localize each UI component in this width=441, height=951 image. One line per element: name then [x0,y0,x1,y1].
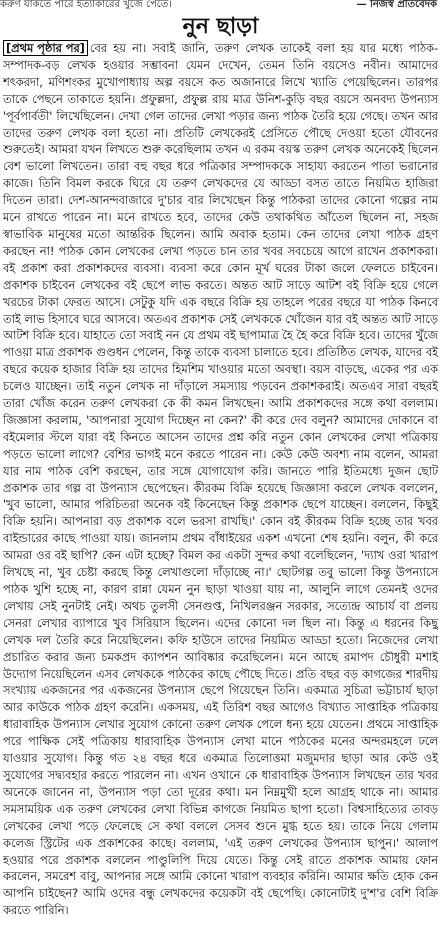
article-headline: নুন ছাড়া [182,13,259,39]
byline: — নিজস্ব প্রতিবেদক [356,0,437,10]
paragraph-text: বের হয় না। সবাই জানি, তরুণ লেখক তাকেই বলা হয় যার মধ্যে পাঠক-সম্পাদক-বড় লেখক হওয়ার সম্ভাবনা যেমন দেখেন, তেমন তিনি বয়সেও নবীন। আমাদের শৎকরদা, মণিশংকর মুখোপাধ্যায় অল্প বয়সে কত অজানারে লিখে খ্যাতি পেয়েছিলেন। তারপর তাকে পেছনে তাকাতে হয়নি। প্রফুল্লদা, প্রফুল্ল রায় মাত্র উনিশ-কুড়ি বছর বয়সে অনবদ্য উপন্যাস 'পূর্বপার্বতী' লিখেছিলেন। দেখা গেল তাদের লেখা পড়ার জন্য পাঠক তৈরি হয়ে গেছে। তখন আর তাদের তরুণ লেখক বলা হতো না। প্রতিটি লেখকেরই প্রেসিতে পৌছে দেওয়া হতো যৌবনের শুরুতেই। আমরা যখন লিখতে শুরু করেছিলাম তখন এ রকম বয়স্ক তরুণ লেখক অনেকেই ছিলেন বেশ ভালো লিখতেন। তারা বহু বছর ধরে পত্রিকার সম্পাদককে সাহায্য করতেন পাতা ভরানোর কাজে। তিনি বিমল করকে ঘিরে যে তরুণ লেখকদের যে আড্ডা বসত তাতে নিয়মিত হাজিরা দিতেন তারা। দেশ-আনন্দবাজারে দু'চার বার লিখেছেন কিন্তু পাঠকরা তাদের কোনো গল্পের নাম মনে রাখতে পারেন না। মনে রাখতে হবে, তাদের কেউ তথাকথিত আঁতেল ছিলেন না, সহজ স্বাভাবিক মানুষের মতো আন্তরিক ছিলেন। আমি অবাক হতাম। কেন তাদের লেখা পাঠক গ্রহণ করছেন না! পাঠক কোন লেখকের লেখা পড়তে চান তার খবর সবচেয়ে আগে রাখেন প্রকাশকরা। বই প্রকাশ করা প্রকাশকদের ব্যবসা। ব্যবসা করে কোন মূর্খ ঘরের টাকা জলে ফেলতে চাইবেন। প্রকাশক চাইবেন লেখকের বই ছেপে লাভ করতে। অন্তত আট সাড়ে আটশ বই বিক্রি হয়ে গেলে খরচের টাকা ফেরত আসে। সেটুকু যদি এক বছরে বিক্রি হয় তাহলে পরের বছরে যা পাঠক কিনবে তাই লাভ হিসাবে ঘরে আসবে। অতএব প্রকাশক সেই লেখককে খোঁজেন যার বই অন্তত আট সাড়ে আটশ বিক্রি হবে। যাহাতে তো সবাই নন যে প্রথম বই ছাপামাত্র হৈ হৈ করে বিক্রি হবে। তাদের খুঁজে পাওয়া মাত্র প্রকাশক গুণ্ডধন পেলেন, কিন্তু তাকে ব্যবসা চালাতে হবে। প্রতিষ্ঠিত লেখক, যাদের বই বছরে কয়েক হাজার বিক্রি হয় তাদের হিমশিম খাওয়ার মতো অবস্থা। বয়স বাড়ছে, একের পর এক চলেও যাচ্ছেন। তাই নতুন লেখক না দাঁড়ালে সমস্যায় পড়বেন প্রকাশকরাই। অতএব সারা বছরই তারা খোঁজ করেন তরুণ লেখকরা কে কী কমন লিখছেন। আমি প্রকাশকদের সঙ্গে কথা বললাম। জিজ্ঞাসা করলাম, 'আপনারা সুযোগ দিচ্ছেন না কেন?' কী করে দেব বলুন? আমাদের দোকানে বা বইমেলার স্টলে যারা বই কিনতে আসেন তাদের প্রশ্ন করি নতুন কোন লেখকের লেখা পত্রিকায় পড়তে ভালো লাগে? বেশির ভাগই মনে করতে পারেন না। কেউ কেউ অবশ্য নাম বলেন, আমরা যার নাম পাঠক বেশি করছেন, তার সঙ্গে যোগাযোগ করি। জানতে পারি ইতিমধ্যে দুজন ছোট প্রকাশক তার গল্প বা উপন্যাস ছেপেছেন। কীরকম বিক্রি হয়েছে জিজ্ঞাসা করলে লেখক বললেন, 'খুব ভালো, আমার পরিচিতরা অনেক বই কিনেছেন কিন্তু প্রকাশক ছেপে যাচ্ছেন। বললেন, কিছুই বিক্রি হয়নি। আপনারা বড় প্রকাশক বলে ভরসা রাখছি।' কোন বই কীরকম বিক্রি হচ্ছে তার খবর বাইন্ডারের কাছে পাওয়া যায়। জানলাম প্রথম বাঁধাইয়ের একশ এখনো শেষ হয়নি। বলুন, কী করে আমরা ওর বই ছাপি? কেন এটা হচ্ছে? বিমল কর একটা সুন্দর কথা বলেছিলেন, 'দ্যাখ ওরা খারাপ লিখছে না, খুব চেষ্টা করছে কিন্তু লেখাগুলো দাঁড়াচ্ছে না।' ছোটগল্প তবু ভালো কিন্তু উপন্যাসে পাঠক খুশি হচ্ছে না, কারণ রান্না যেমন নুন ছাড়া খাওয়া যায় না, আলুনি লাগে তেমনই ওদের লেখায় সেই নুনটাই নেই। অথচ তুলসী সেনগুপ্ত, নিখিলরঞ্জন সরকার, সত্যেন্দ্র আচার্য বা প্রলয় সেনরা লেখার ব্যাপারে খুব সিরিয়াস ছিলেন। এদের কোনো দল ছিল না। কিন্তু এ ধরনের কিছু লেখক দল তৈরি করে নিয়েছিলেন। কফি হাউসে তাদের নিয়মিত আড্ডা হতো। নিজেদের লেখা প্রচারিত করার জন্য চমকপ্রদ ক্যাপশন আবিষ্কার করেছিলেন। মনে আছে রমাপদ চৌধুরী মশাই উদ্যোগ নিয়েছিলেন এসব লেখককে পাঠকের কাছে পৌছে দিতে। প্রতি বছর বড় কাগজের শারদীয় সংখ্যায় একজনের পর একজনের উপন্যাস ছেপে গিয়েছেন তিনি। একমাত্র সুচিত্রা ভট্টাচার্য ছাড়া আর কাউকে পাঠক গ্রহণ করেনি। একসময়, এই তিরিশ বছর আগেও বিখ্যাত সাপ্তাহিক পত্রিকায় ধারাবাহিক উপন্যাস লেখার সুযোগ কোনো তরুণ লেখক পেলে ধন্য হয়ে যেতেন। প্রথমে সাপ্তাহিক পরে পাক্ষিক সেই পত্রিকায় ধারাবাহিক উপন্যাস লেখা মানে পাঠকের মনের অন্দরমহলে ঢলে যাওয়ার সুযোগ। কিন্তু গত ২৪ বছর ধরে একমাত্র তিলোত্তমা মজুমদার ছাড়া আর কেউ ওই সুযোগের সদ্ব্যবহার করতে পারলেন না। এখন ওখানে কে ধারাবাহিক উপন্যাস লিখছেন তার খবর অনেকে জানেন না, উপন্যাস পড়া তো দূরের কথা। মন নিম্নমুখী হলে আগ্রহ থাকে না। আমার সমসাময়িক এক তরুণ লেখকের লেখা বিভিন্ন কাগজে নিয়মিত ছাপা হতো। বিশ্বসাহিত্যের তাবড় লেখকের লেখা পড়ে ফেলেছে সে কথা বললে সেসব শুনে মুগ্ধ হতে হয়। তাকে নিয়ে গেলাম কলেজ স্ট্রিটের এক প্রকাশকের কাছে। বললাম, 'এই তরুণ লেখকের উপন্যাস ছাপুন।' আলাপ হওয়ার পরে প্রকাশক বললেন পাণ্ডুলিপি দিয়ে যেতে। কিন্তু সেই রাতে প্রকাশক আমায় ফোন করলেন, সমরেশ বাবু, আপনার সঙ্গে আমি কোনো খারাপ ব্যবহার করিনি। আমার ক্ষতি হোক কেন আপনি চাইছেন? আমি ওদের বন্ধু লেখকদের কয়েকটা বই ছেপেছি। কোনোটাই দু'শ'র বেশি বিক্রি করতে পারিনি। [3,41,438,918]
article-body [3,40,438,919]
top-strip [0,0,441,10]
continued-label: [প্রথম পৃষ্ঠার পর] [3,40,88,56]
article-paragraph [3,40,438,919]
top-text: করুণ যাকতে পারে ইত্যাকারের খুজে পেতে। [0,0,172,10]
